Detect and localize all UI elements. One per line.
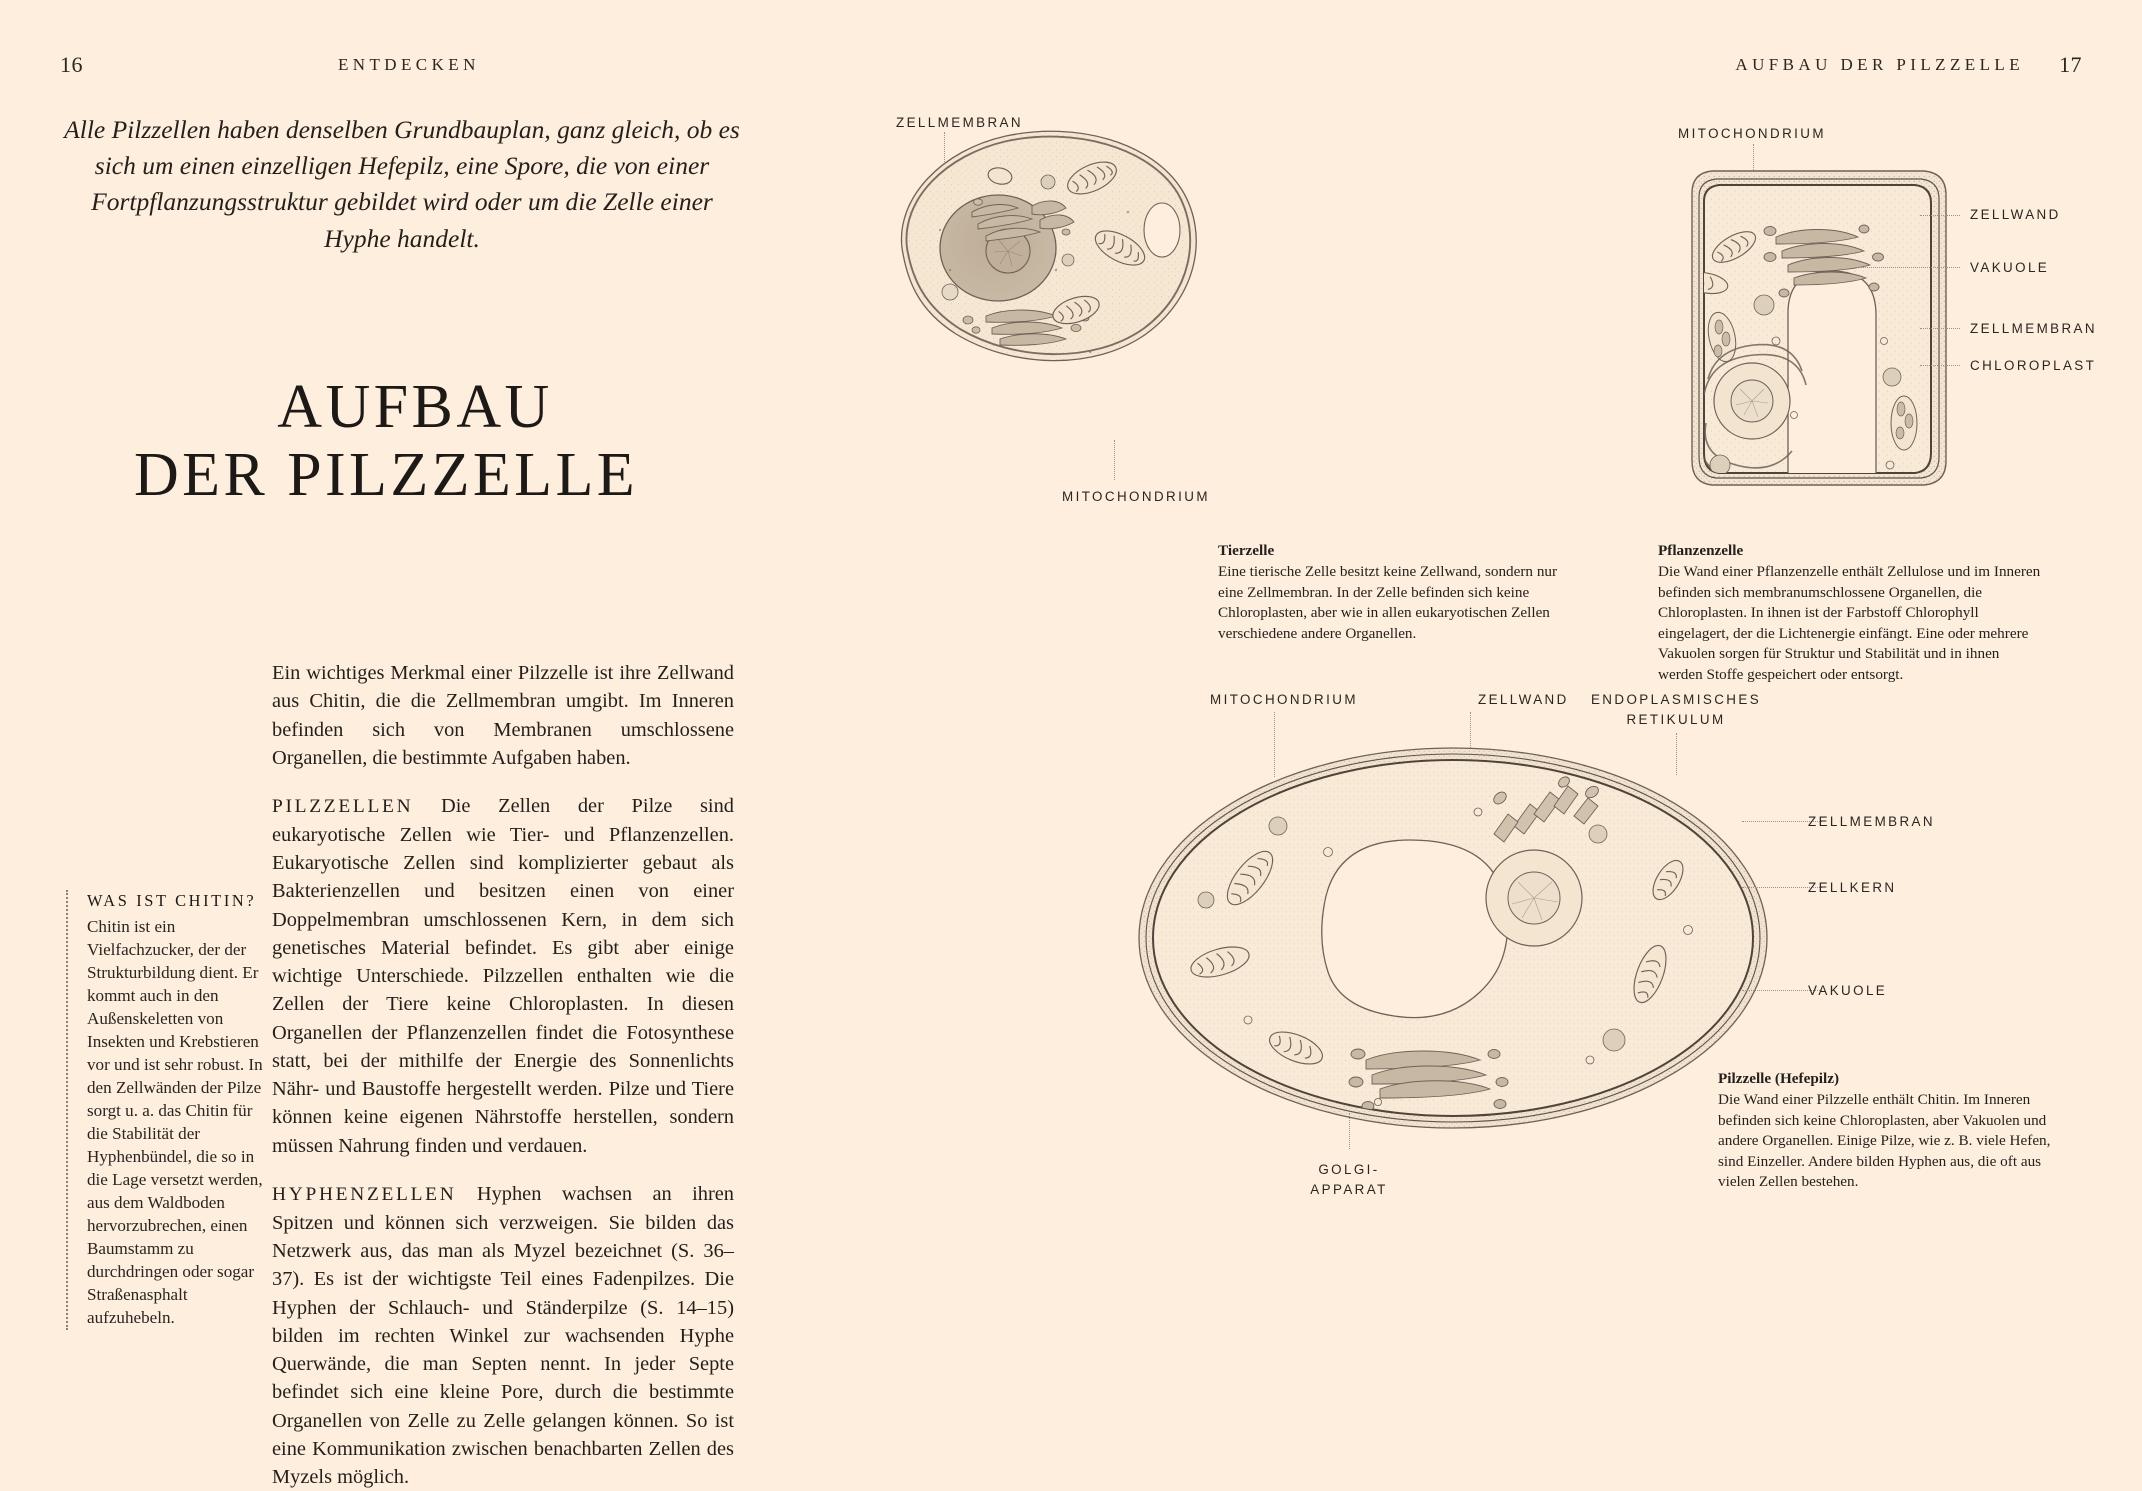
runin-pilzzellen: PILZZELLEN	[272, 796, 414, 817]
label-fungal-er-line-1: ENDOPLASMISCHES	[1590, 692, 1762, 707]
body-paragraph-2	[272, 792, 734, 1160]
sidenote-was-ist-chitin	[66, 890, 263, 1330]
caption-tierzelle-title: Tierzelle	[1218, 542, 1275, 559]
caption-pflanzenzelle	[1658, 541, 2046, 685]
leader-plant-zellwand	[1920, 215, 1960, 216]
label-fungal-zellmembran: ZELLMEMBRAN	[1808, 814, 1935, 829]
label-fungal-er	[1560, 690, 1792, 730]
intro-standfirst: Alle Pilzzellen haben denselben Grundbauplan, ganz gleich, ob es sich um einen einzelligen Hefepilz, eine Spore, die von einer Fortpflanzungsstruktur gebildet wird oder um die Zelle einer Hyphe handelt.	[64, 115, 740, 253]
label-fungal-golgi-line-2: APPARAT	[1310, 1182, 1388, 1198]
label-fungal-golgi	[1262, 1160, 1436, 1200]
caption-pilzzelle	[1718, 1069, 2066, 1193]
label-plant-mitochondrium: MITOCHONDRIUM	[1678, 126, 1826, 141]
figure-animal-cell	[880, 120, 1210, 370]
caption-pflanzenzelle-title: Pflanzenzelle	[1658, 542, 1744, 559]
label-fungal-vakuole: VAKUOLE	[1808, 983, 1888, 998]
body-paragraph-2-text: Die Zellen der Pilze sind eukaryotische Zellen wie Tier- und Pflanzenzellen. Eukaryotische Zellen sind komplizierter gebaut als Bakterienzellen und besitzen einen von einer Doppelmembran umschlossenen Kern, in dem sich genetisches Material befindet. Es gibt aber einige wichtige Unterschiede. Pilzzellen enthalten wie die Zellen der Tiere keine Chloroplasten. In diesen Organellen der Pflanzenzellen findet die Fotosynthese statt, bei der mithilfe der Energie des Sonnenlichts Nähr- und Baustoffe hergestellt werden. Pilze und Tiere können keine eigenen Nährstoffe herstellen, sondern müssen Nahrung finden und verdauen.	[272, 795, 734, 1157]
leader-plant-chloroplast	[1920, 365, 1960, 366]
leader-plant-vakuole	[1854, 267, 1960, 268]
label-fungal-golgi-line-1: GOLGI-	[1318, 1162, 1380, 1177]
caption-tierzelle	[1218, 541, 1578, 644]
page-title-line-2: DER PILZZELLE	[133, 440, 639, 509]
label-plant-vakuole: VAKUOLE	[1970, 260, 2050, 275]
leader-plant-zellmembran	[1920, 328, 1960, 329]
label-animal-zellmembran: ZELLMEMBRAN	[896, 115, 1023, 130]
sidenote-text: Chitin ist ein Vielfachzucker, der der Strukturbildung dient. Er kommt auch in den Außenskeletten von Insekten und Krebstieren vor und ist sehr robust. In den Zellwänden der Pilze sorgt u. a. das Chitin für die Stabilität der Hyphenbündel, die so in die Lage versetzt werden, aus dem Waldboden hervorzubrechen, einen Baumstamm zu durchdringen oder sogar Straßenasphalt aufzuhebeln.	[87, 917, 263, 1327]
leader-animal-mitochondrium	[1114, 440, 1115, 480]
label-animal-mitochondrium: MITOCHONDRIUM	[1062, 489, 1210, 504]
figure-fungal-cell	[1128, 730, 1778, 1150]
page-number-left: 16	[60, 52, 83, 77]
runin-hyphenzellen: HYPHENZELLEN	[272, 1183, 457, 1205]
label-plant-zellwand: ZELLWAND	[1970, 207, 2061, 222]
label-plant-chloroplast: CHLOROPLAST	[1970, 358, 2097, 373]
leader-fungal-golgi	[1349, 1113, 1350, 1149]
caption-pilzzelle-title: Pilzzelle (Hefepilz)	[1718, 1070, 1840, 1087]
running-head-right: AUFBAU DER PILZZELLE	[1735, 55, 2024, 74]
body-paragraph-3	[272, 1180, 734, 1491]
body-paragraph-1: Ein wichtiges Merkmal einer Pilzzelle ist ihre Zellwand aus Chitin, die die Zellmembran umgibt. Im Inneren befinden sich von Membranen umschlossene Organellen, die bestimmte Aufgaben haben.	[272, 662, 734, 769]
label-plant-zellmembran: ZELLMEMBRAN	[1970, 321, 2097, 336]
label-fungal-zellwand: ZELLWAND	[1478, 692, 1569, 707]
body-paragraph-3-text: Hyphen wachsen an ihren Spitzen und können sich verzweigen. Sie bilden das Netzwerk aus, das man als Myzel bezeichnet (S. 36–37). Es ist der wichtigste Teil eines Fadenpilzes. Die Hyphen der Schlauch- und Ständerpilze (S. 14–15) bilden im rechten Winkel zur wachsenden Hyphe Querwände, die man Septen nennt. In jeder Septe befindet sich eine kleine Pore, durch die bestimmte Organellen von Zelle zu Zelle gelangen können. So ist eine Kommunikation zwischen benachbarten Zellen des Myzels möglich.	[272, 1182, 734, 1488]
figure-plant-cell	[1678, 165, 1958, 505]
caption-pilzzelle-text: Die Wand einer Pilzzelle enthält Chitin. Im Inneren befinden sich keine Chloroplasten, aber Vakuolen und andere Organellen. Einige Pilze, wie z. B. viele Hefen, sind Einzeller. Andere bilden Hyphen aus, die oft aus vielen Zellen bestehen.	[1718, 1091, 2051, 1191]
body-text-column	[272, 659, 734, 1491]
label-fungal-er-line-2: RETIKULUM	[1626, 712, 1726, 728]
caption-pflanzenzelle-text: Die Wand einer Pflanzenzelle enthält Zellulose und im Inneren befinden sich membranumschlossene Organellen, die Chloroplasten. In ihnen ist der Farbstoff Chlorophyll eingelagert, der die Lichtenergie einfängt. Eine oder mehrere Vakuolen sorgen für Struktur und Stabilität und in ihnen werden Stoffe gespeichert oder entsorgt.	[1658, 563, 2041, 683]
page-title	[133, 373, 650, 509]
label-fungal-zellkern: ZELLKERN	[1808, 880, 1897, 895]
label-fungal-mitochondrium: MITOCHONDRIUM	[1210, 692, 1358, 707]
caption-tierzelle-text: Eine tierische Zelle besitzt keine Zellwand, sondern nur eine Zellmembran. In der Zelle befinden sich keine Chloroplasten, aber wie in allen eukaryotischen Zellen verschiedene andere Organellen.	[1218, 563, 1558, 642]
page-title-line-1: AUFBAU	[277, 373, 553, 441]
page-number-right: 17	[2059, 52, 2082, 77]
sidenote-heading: WAS IST CHITIN?	[87, 891, 257, 910]
running-head-left: ENTDECKEN	[338, 55, 480, 74]
